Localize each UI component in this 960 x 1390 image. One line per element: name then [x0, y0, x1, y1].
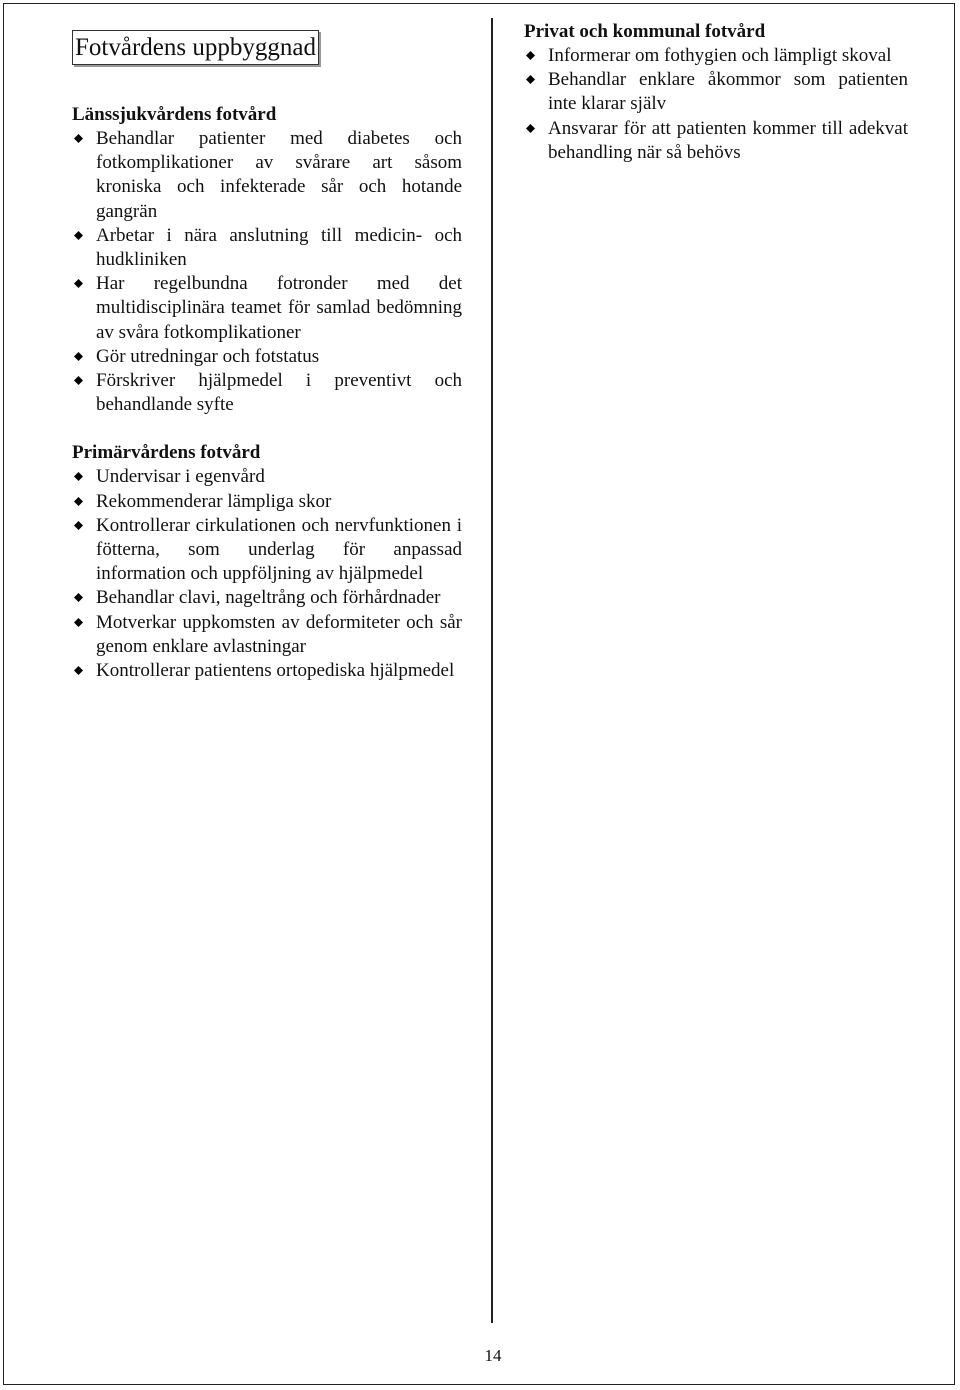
list-item — [72, 272, 462, 345]
page-number: 14 — [484, 1346, 502, 1365]
list-item — [72, 490, 462, 514]
section-heading: Privat och kommunal fotvård — [524, 21, 766, 42]
section-heading: Länssjukvårdens fotvård — [72, 104, 277, 125]
section-primarvard — [72, 441, 462, 683]
section-heading: Primärvårdens fotvård — [72, 442, 261, 464]
diamond-bullet-icon — [74, 521, 83, 530]
list-item-text: Behandlar clavi, nageltrång och förhårdnader — [96, 587, 441, 609]
list-item — [72, 465, 462, 489]
list-item-text: Motverkar uppkomsten av deformiteter och sår genom enklare avlastningar — [96, 611, 462, 657]
diamond-bullet-icon — [74, 134, 83, 143]
list-item-text: Ansvarar för att patienten kommer till adekvat behandling när så behövs — [548, 117, 908, 163]
list-item — [72, 514, 462, 587]
list-item — [72, 127, 462, 224]
list-item-text: Behandlar patienter med diabetes och fotkomplikationer av svårare art såsom kroniska och infekterade sår och hotande gangrän — [96, 128, 462, 222]
list-item — [72, 224, 462, 272]
list-item-text: Undervisar i egenvård — [96, 466, 265, 488]
list-item-text: Informerar om fothygien och lämpligt skoval — [548, 45, 892, 66]
bullet-list — [72, 127, 462, 417]
list-item — [524, 117, 908, 165]
diamond-bullet-icon — [74, 666, 83, 675]
diamond-bullet-icon — [74, 618, 83, 627]
section-lanssjukvard — [72, 103, 462, 417]
list-item-text: Arbetar i nära anslutning till medicin- och hudkliniken — [96, 224, 462, 271]
list-item — [72, 611, 462, 659]
list-item — [524, 68, 908, 116]
bullet-list — [524, 44, 908, 165]
list-item-text: Rekommenderar lämpliga skor — [96, 490, 332, 512]
list-item — [72, 345, 462, 369]
diamond-bullet-icon — [74, 472, 83, 481]
diamond-bullet-icon — [74, 376, 83, 385]
section-privat-kommunal — [524, 20, 908, 165]
list-item-text: Har regelbundna fotronder med det multidisciplinära teamet för samlad bedömning av svåra fotkomplikationer — [96, 273, 462, 343]
diamond-bullet-icon — [526, 75, 535, 84]
list-item-text: Kontrollerar cirkulationen och nervfunktionen i fötterna, som underlag för anpassad information och uppföljning av hjälpmedel — [96, 514, 462, 585]
right-column — [524, 20, 908, 165]
list-item-text: Gör utredningar och fotstatus — [96, 345, 320, 367]
diamond-bullet-icon — [74, 497, 83, 506]
page-title: Fotvårdens uppbyggnad — [72, 30, 319, 65]
diamond-bullet-icon — [74, 231, 83, 240]
bullet-list — [72, 465, 462, 683]
list-item-text: Förskriver hjälpmedel i preventivt och behandlande syfte — [96, 370, 462, 416]
list-item-text: Kontrollerar patientens ortopediska hjälpmedel — [96, 660, 455, 682]
list-item — [524, 44, 908, 68]
diamond-bullet-icon — [526, 124, 535, 133]
left-column — [72, 30, 462, 683]
list-item — [72, 586, 462, 610]
diamond-bullet-icon — [74, 593, 83, 602]
list-item-text: Behandlar enklare åkommor som patienten inte klarar själv — [548, 69, 908, 115]
column-divider — [491, 18, 493, 1323]
list-item — [72, 369, 462, 417]
list-item — [72, 659, 462, 683]
diamond-bullet-icon — [74, 352, 83, 361]
diamond-bullet-icon — [526, 51, 535, 60]
diamond-bullet-icon — [74, 279, 83, 288]
